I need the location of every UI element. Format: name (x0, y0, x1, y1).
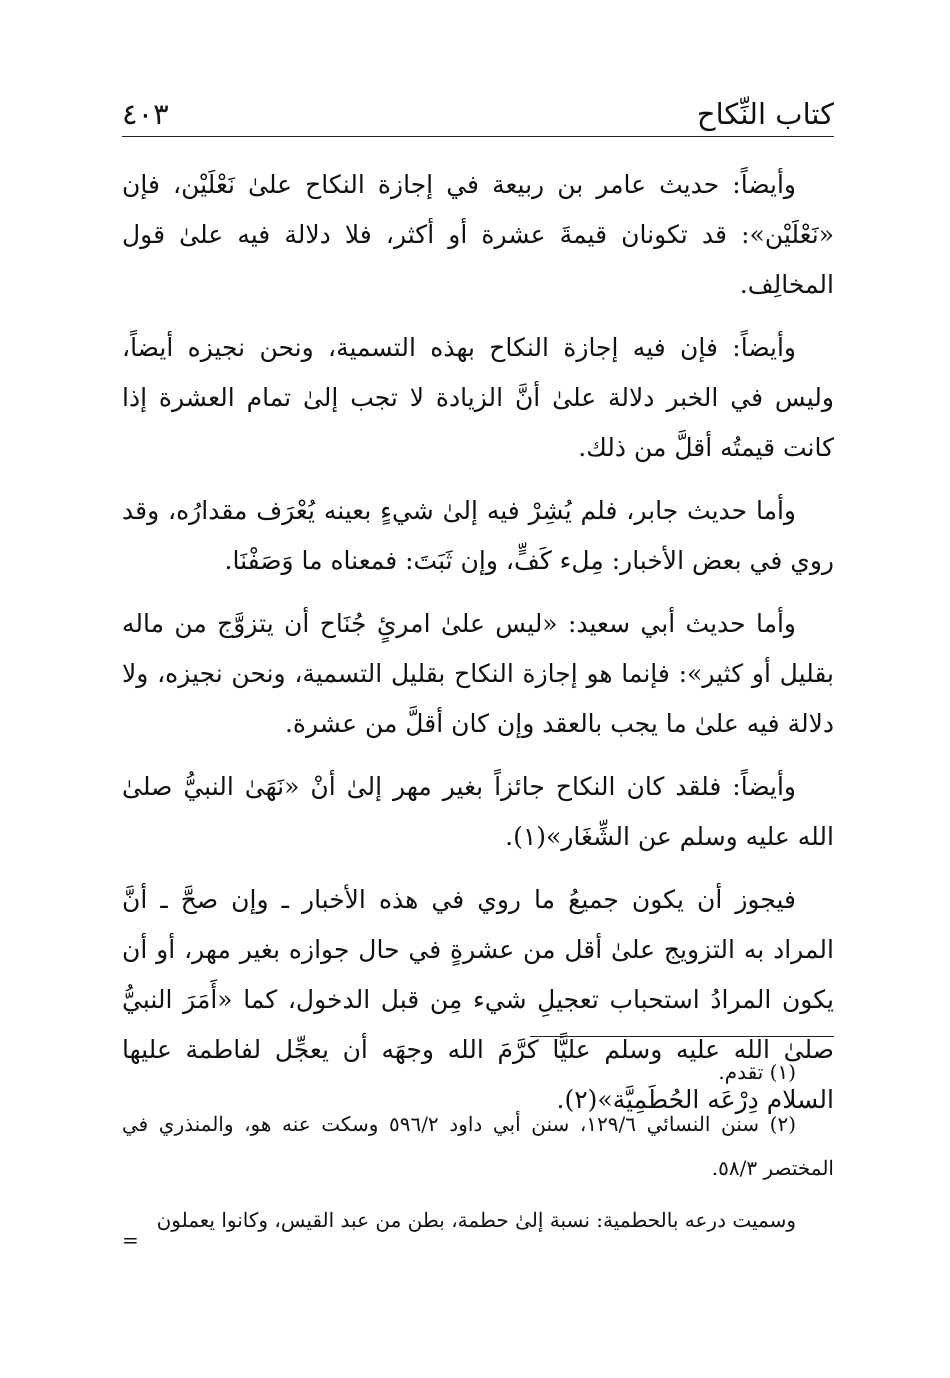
continuation-mark: = (122, 1228, 139, 1252)
running-header (122, 88, 834, 137)
page-number: ٤٠٣ (122, 97, 169, 131)
footnote-separator (530, 1036, 834, 1037)
footnote: (١) تقدم. (718, 1060, 796, 1084)
paragraph: وأما حديث جابر، فلم يُشِرْ فيه إلىٰ شيءٍ بعينه يُعْرَف مقدارُه، وقد روي في بعض الأخبار: مِلء كَفٍّ، وإن ثَبَتَ: فمعناه ما وَصَفْنَا. (122, 496, 834, 575)
paragraph: وأما حديث أبي سعيد: «ليس علىٰ امرئٍ جُنَاح أن يتزوَّج من ماله بقليل أو كثير»: فإنما هو إجازة النكاح بقليل التسمية، ونحن نجيزه، ولا دلالة فيه علىٰ ما يجب بالعقد وإن كان أقلَّ من عشرة. (122, 609, 834, 738)
footnotes (122, 1050, 834, 1250)
footnote: وسميت درعه بالحطمية: نسبة إلىٰ حطمة، بطن من عبد القيس، وكانوا يعملون (156, 1208, 796, 1232)
paragraph: وأيضاً: فلقد كان النكاح جائزاً بغير مهر إلىٰ أنْ «نَهَىٰ النبيُّ صلىٰ الله عليه وسلم عن الشِّغَار»(١). (122, 772, 834, 851)
paragraph: وأيضاً: حديث عامر بن ربيعة في إجازة النكاح علىٰ نَعْلَيْن، فإن «نَعْلَيْن»: قد تكونان قيمةَ عشرة أو أكثر، فلا دلالة فيه علىٰ قول المخالِف. (122, 170, 834, 299)
main-text (122, 160, 834, 1138)
footnote: (٢) سنن النسائي ١٢٩/٦، سنن أبي داود ٥٩٦/٢ وسكت عنه هو، والمنذري في المختصر ٥٨/٣. (122, 1112, 834, 1180)
book-title: كتاب النِّكاح (696, 97, 834, 131)
paragraph: وأيضاً: فإن فيه إجازة النكاح بهذه التسمية، ونحن نجيزه أيضاً، وليس في الخبر دلالة علىٰ أنَّ الزيادة لا تجب إلىٰ تمام العشرة إذا كانت قيمتُه أقلَّ من ذلك. (122, 333, 834, 462)
paragraph: فيجوز أن يكون جميعُ ما روي في هذه الأخبار ـ وإن صحَّ ـ أنَّ المراد به التزويج علىٰ أقل من عشرةٍ في حال جوازه بغير مهر، أو أن يكون المرادُ استحباب تعجيلِ شيء مِن قبل الدخول، كما «أَمَرَ النبيُّ صلىٰ الله عليه وسلم عليًّا كرَّمَ الله وجهَه أن يعجِّل لفاطمة عليها السلام دِرْعَه الحُطَمِيَّة»(٢). (122, 885, 834, 1114)
